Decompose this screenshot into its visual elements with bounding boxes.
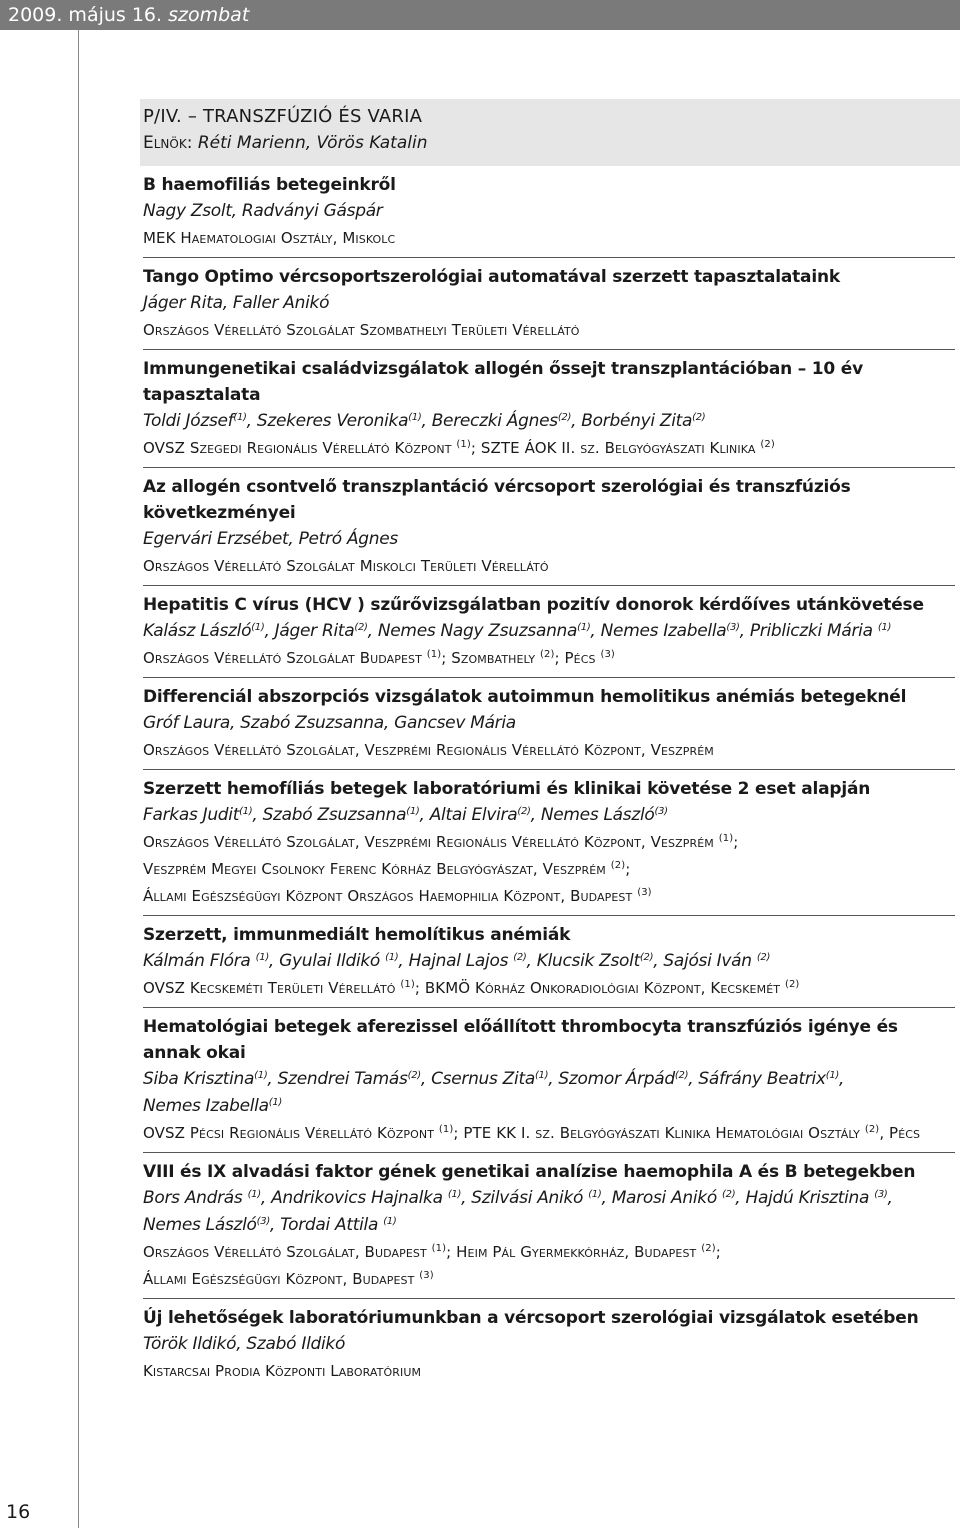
superscript-marker: (1) xyxy=(577,622,591,633)
abstract-affiliation: OVSZ Szegedi Regionális Vérellátó Központ $^{(1)}$; SZTE ÁOK II. sz. Belgyógyászati Klinika $^{(2)}$ xyxy=(143,439,775,457)
affiliation-text: Állami Egészségügyi Központ Országos Haemophilia Központ, Budapest xyxy=(143,887,638,905)
affiliation xyxy=(143,649,441,667)
author xyxy=(275,621,368,641)
abstract-authors: Török Ildikó, Szabó Ildikó xyxy=(143,1334,346,1354)
abstract-entry xyxy=(143,356,955,468)
affiliation xyxy=(456,1243,716,1261)
superscript-marker: (1) xyxy=(408,412,422,423)
author-text: Gyulai Ildikó xyxy=(279,951,386,971)
abstract-list xyxy=(143,172,955,1396)
affiliation xyxy=(143,860,625,878)
abstract-affiliation: Országos Vérellátó Szolgálat, Budapest $^{(1)}$; Heim Pál Gyermekkórház, Budapest $^{(2)}$; Állami Egészségügyi Központ, Budapest $^{(3)}$ xyxy=(143,1243,721,1288)
author xyxy=(601,621,740,641)
abstract-entry xyxy=(143,776,955,916)
affiliation-text: OVSZ Pécsi Regionális Vérellátó Központ xyxy=(143,1124,439,1142)
affiliation-text: SZTE ÁOK II. sz. Belgyógyászati Klinika xyxy=(480,439,761,457)
abstract-title: VIII és IX alvadási faktor gének genetikai analízise haemophila A és B betegekben xyxy=(143,1162,916,1182)
header-weekday: szombat xyxy=(168,4,250,26)
abstract-authors: Egervári Erzsébet, Petró Ágnes xyxy=(143,529,398,549)
author-text: Bereczki Ágnes xyxy=(431,411,558,431)
affiliation-text: BKMÖ Kórház Onkoradiológiai Központ, Kecskemét xyxy=(424,979,785,997)
author xyxy=(409,951,527,971)
superscript-marker: (1) xyxy=(233,412,247,423)
superscript-marker: (1) xyxy=(400,979,415,990)
author-text: Hajnal Lajos xyxy=(408,951,514,971)
superscript-marker: (1) xyxy=(254,1070,268,1081)
author-text: Farkas Judit xyxy=(143,805,240,825)
session-title: P/IV. – TRANSZFÚZIÓ ÉS VARIA xyxy=(143,106,423,127)
session-chairs xyxy=(143,130,960,157)
superscript-marker: (1) xyxy=(268,1097,282,1108)
abstract-title: Szerzett hemofíliás betegek laboratóriumi és klinikai követése 2 eset alapján xyxy=(143,779,871,799)
author-text: Szomor Árpád xyxy=(558,1069,675,1089)
author-text: Csernus Zita xyxy=(431,1069,535,1089)
author xyxy=(430,805,531,825)
chairs-names: Réti Marienn, Vörös Katalin xyxy=(197,133,428,153)
superscript-marker: (1) xyxy=(456,439,471,450)
author xyxy=(271,1188,461,1208)
author xyxy=(279,951,398,971)
superscript-marker: (2) xyxy=(864,1124,880,1135)
superscript-marker: (2) xyxy=(540,649,555,660)
affiliation-text: Heim Pál Gyermekkórház, Budapest xyxy=(456,1243,702,1261)
superscript-marker: (1) xyxy=(383,1216,397,1227)
abstract-title: Tango Optimo vércsoportszerológiai automatával szerzett tapasztalataink xyxy=(143,267,840,287)
author-text: Nemes Izabella xyxy=(143,1096,269,1116)
abstract-authors: Siba Krisztina$^{(1)}$, Szendrei Tamás$^{(2)}$, Csernus Zita$^{(1)}$, Szomor Árpád$^{(2)}$, Sáfrány Beatrix$^{(1)}$, Nemes Izabella$^{(1)}$ xyxy=(143,1069,845,1116)
author-text: Andrikovics Hajnalka xyxy=(271,1188,448,1208)
affiliation xyxy=(143,833,733,851)
superscript-marker: (3) xyxy=(654,806,668,817)
affiliation xyxy=(451,649,554,667)
author-text: Pribliczki Mária xyxy=(749,621,878,641)
author-text: Bors András xyxy=(143,1188,248,1208)
session-header xyxy=(140,99,960,166)
author-text: Kalász László xyxy=(143,621,252,641)
author-text: Tordai Attila xyxy=(280,1215,384,1235)
affiliation-text: Állami Egészségügyi Központ, Budapest xyxy=(143,1270,420,1288)
abstract-affiliation: Országos Vérellátó Szolgálat Szombathelyi Területi Vérellátó xyxy=(143,321,580,339)
author xyxy=(612,1188,736,1208)
abstract-title: B haemofiliás betegeinkről xyxy=(143,175,396,195)
abstract-entry xyxy=(143,1014,955,1153)
author-text: Nemes László xyxy=(540,805,655,825)
superscript-marker: (2) xyxy=(784,979,800,990)
author xyxy=(746,1188,888,1208)
superscript-marker: (3) xyxy=(637,887,652,898)
superscript-marker: (3) xyxy=(419,1270,434,1281)
affiliation xyxy=(143,1124,453,1142)
abstract-authors: Toldi József$^{(1)}$, Szekeres Veronika$^{(1)}$, Bereczki Ágnes$^{(2)}$, Borbényi Zita$^{(2)}$ xyxy=(143,411,706,431)
author-text: Sajósi Iván xyxy=(663,951,757,971)
abstract-entry xyxy=(143,264,955,350)
superscript-marker: (2) xyxy=(557,412,572,423)
affiliation-text: OVSZ Kecskeméti Területi Vérellátó xyxy=(143,979,401,997)
page-number: 16 xyxy=(6,1501,31,1523)
superscript-marker: (1) xyxy=(431,1243,447,1254)
author xyxy=(537,951,653,971)
superscript-marker: (1) xyxy=(255,952,269,963)
affiliation xyxy=(143,1243,446,1261)
date-header xyxy=(0,0,960,30)
abstract-authors: Jáger Rita, Faller Anikó xyxy=(143,293,330,313)
header-date: 2009. május 16. xyxy=(8,4,163,26)
affiliation xyxy=(143,1270,434,1288)
abstract-title: Szerzett, immunmediált hemolítikus anémiák xyxy=(143,925,571,945)
abstract-entry xyxy=(143,592,955,678)
superscript-marker: (1) xyxy=(877,622,892,633)
superscript-marker: (3) xyxy=(726,622,740,633)
abstract-entry xyxy=(143,684,955,770)
author xyxy=(143,621,264,641)
superscript-marker: (2) xyxy=(722,1189,736,1200)
superscript-marker: (2) xyxy=(701,1243,716,1254)
affiliation-text: Szombathely xyxy=(451,649,541,667)
author xyxy=(143,951,269,971)
affiliation-text: Országos Vérellátó Szolgálat, Veszprémi Regionális Vérellátó Központ, Veszprém xyxy=(143,833,719,851)
superscript-marker: (2) xyxy=(610,860,626,871)
abstract-entry xyxy=(143,474,955,586)
abstract-affiliation: Országos Vérellátó Szolgálat Miskolci Területi Vérellátó xyxy=(143,557,549,575)
abstract-authors: Kálmán Flóra $^{(1)}$, Gyulai Ildikó $^{(1)}$, Hajnal Lajos $^{(2)}$, Klucsik Zsolt$^{(2)}$, Sajósi Iván $^{(2)}$ xyxy=(143,951,771,971)
abstract-affiliation: Országos Vérellátó Szolgálat Budapest $^{(1)}$; Szombathely $^{(2)}$; Pécs $^{(3)}$ xyxy=(143,649,615,667)
author xyxy=(431,1069,548,1089)
author-text: Kálmán Flóra xyxy=(143,951,256,971)
author xyxy=(257,411,422,431)
superscript-marker: (3) xyxy=(874,1189,888,1200)
abstract-entry xyxy=(143,1305,955,1390)
author xyxy=(278,1069,421,1089)
superscript-marker: (1) xyxy=(438,1124,454,1135)
superscript-marker: (2) xyxy=(674,1070,689,1081)
chairs-label: Elnök: xyxy=(143,133,193,153)
author xyxy=(432,411,571,431)
superscript-marker: (1) xyxy=(825,1070,839,1081)
author-text: Marosi Anikó xyxy=(611,1188,723,1208)
author xyxy=(143,411,247,431)
author xyxy=(378,621,591,641)
author-text: Altai Elvira xyxy=(429,805,518,825)
affiliation xyxy=(481,439,775,457)
affiliation-text: Országos Vérellátó Szolgálat Budapest xyxy=(143,649,427,667)
author-text: Borbényi Zita xyxy=(581,411,693,431)
abstract-title: Immungenetikai családvizsgálatok allogén őssejt transzplantációban – 10 év tapasztalata xyxy=(143,359,863,405)
margin-rule xyxy=(78,30,79,1528)
author xyxy=(263,805,420,825)
author xyxy=(558,1069,688,1089)
abstract-affiliation: Országos Vérellátó Szolgálat, Veszprémi Regionális Vérellátó Központ, Veszprém $^{(1)}$; Veszprém Megyei Csolnoky Ferenc Kórház Belgyógyászat, Veszprém $^{(2)}$; Állami Egészségügyi Központ Országos Haemophilia Központ, Budapest $^{(3)}$ xyxy=(143,833,739,905)
abstract-authors: Bors András $^{(1)}$, Andrikovics Hajnalka $^{(1)}$, Szilvási Anikó $^{(1)}$, Marosi Anikó $^{(2)}$, Hajdú Krisztina $^{(3)}$, Nemes László$^{(3)}$, Tordai Attila $^{(1)}$ xyxy=(143,1188,893,1235)
superscript-marker: (1) xyxy=(718,833,734,844)
superscript-marker: (1) xyxy=(406,806,420,817)
superscript-marker: (1) xyxy=(239,806,253,817)
affiliation-text: Országos Vérellátó Szolgálat, Budapest xyxy=(143,1243,432,1261)
author-text: Szilvási Anikó xyxy=(471,1188,589,1208)
abstract-authors: Kalász László$^{(1)}$, Jáger Rita$^{(2)}$, Nemes Nagy Zsuzsanna$^{(1)}$, Nemes Izabella$^{(3)}$, Pribliczki Mária $^{(1)}$ xyxy=(143,621,892,641)
abstract-entry xyxy=(143,1159,955,1299)
affiliation xyxy=(425,979,800,997)
abstract-affiliation: MEK Haematologiai Osztály, Miskolc xyxy=(143,229,396,247)
affiliation-text: Pécs xyxy=(564,649,601,667)
abstract-entry xyxy=(143,922,955,1008)
author-text: Nemes Nagy Zsuzsanna xyxy=(377,621,578,641)
affiliation xyxy=(143,439,471,457)
superscript-marker: (1) xyxy=(588,1189,602,1200)
author xyxy=(698,1069,839,1089)
superscript-marker: (2) xyxy=(517,806,531,817)
author-text: Nemes László xyxy=(143,1215,257,1235)
author-text: Szekeres Veronika xyxy=(256,411,409,431)
author-text: Szendrei Tamás xyxy=(277,1069,408,1089)
author-text: Hajdú Krisztina xyxy=(745,1188,875,1208)
affiliation-text: PTE KK I. sz. Belgyógyászati Klinika Hematológiai Osztály xyxy=(463,1124,865,1142)
superscript-marker: (3) xyxy=(256,1216,270,1227)
superscript-marker: (1) xyxy=(251,622,265,633)
superscript-marker: (2) xyxy=(354,622,368,633)
author xyxy=(750,621,891,641)
abstract-title: Hepatitis C vírus (HCV ) szűrővizsgálatban pozitív donorok kérdőíves utánkövetése xyxy=(143,595,924,615)
author xyxy=(541,805,668,825)
author xyxy=(663,951,770,971)
superscript-marker: (1) xyxy=(447,1189,462,1200)
abstract-title: Hematológiai betegek aferezissel előállított thrombocyta transzfúziós igénye és annak okai xyxy=(143,1017,898,1063)
superscript-marker: (2) xyxy=(407,1070,421,1081)
author-text: Toldi József xyxy=(143,411,234,431)
abstract-title: Differenciál abszorpciós vizsgálatok autoimmun hemolitikus anémiás betegeknél xyxy=(143,687,907,707)
superscript-marker: (1) xyxy=(385,952,399,963)
author-text: Nemes Izabella xyxy=(600,621,727,641)
affiliation xyxy=(143,887,652,905)
author xyxy=(143,1215,270,1235)
abstract-affiliation: OVSZ Pécsi Regionális Vérellátó Központ $^{(1)}$; PTE KK I. sz. Belgyógyászati Klinika Hematológiai Osztály $^{(2)}$, Pécs xyxy=(143,1124,921,1142)
affiliation xyxy=(463,1124,879,1142)
author xyxy=(143,1096,282,1116)
author-text: Szabó Zsuzsanna xyxy=(262,805,407,825)
abstract-affiliation: Kistarcsai Prodia Központi Laboratórium xyxy=(143,1362,422,1380)
superscript-marker: (2) xyxy=(639,952,654,963)
author xyxy=(143,1188,261,1208)
affiliation xyxy=(565,649,615,667)
abstract-title: Az allogén csontvelő transzplantáció vércsoport szerológiai és transzfúziós következményei xyxy=(143,477,851,523)
superscript-marker: (2) xyxy=(692,412,706,423)
abstract-authors: Nagy Zsolt, Radványi Gáspár xyxy=(143,201,383,221)
author xyxy=(280,1215,396,1235)
superscript-marker: (1) xyxy=(426,649,442,660)
author xyxy=(581,411,705,431)
abstract-authors: Gróf Laura, Szabó Zsuzsanna, Gancsev Mária xyxy=(143,713,516,733)
author-text: Siba Krisztina xyxy=(143,1069,255,1089)
superscript-marker: (2) xyxy=(513,952,527,963)
abstract-affiliation: Országos Vérellátó Szolgálat, Veszprémi Regionális Vérellátó Központ, Veszprém xyxy=(143,741,714,759)
author xyxy=(143,805,252,825)
superscript-marker: (1) xyxy=(534,1070,549,1081)
affiliation-text: Veszprém Megyei Csolnoky Ferenc Kórház Belgyógyászat, Veszprém xyxy=(143,860,611,878)
author-text: Jáger Rita xyxy=(274,621,355,641)
author xyxy=(143,1069,267,1089)
superscript-marker: (2) xyxy=(760,439,775,450)
author xyxy=(471,1188,601,1208)
abstract-authors: Farkas Judit$^{(1)}$, Szabó Zsuzsanna$^{(1)}$, Altai Elvira$^{(2)}$, Nemes László$^{(3)}$ xyxy=(143,805,668,825)
affiliation-text: OVSZ Szegedi Regionális Vérellátó Központ xyxy=(143,439,457,457)
abstract-entry xyxy=(143,172,955,258)
affiliation xyxy=(143,979,415,997)
author-text: Sáfrány Beatrix xyxy=(698,1069,826,1089)
superscript-marker: (3) xyxy=(600,649,615,660)
abstract-title: Új lehetőségek laboratóriumunkban a vércsoport szerológiai vizsgálatok esetében xyxy=(143,1308,919,1328)
superscript-marker: (2) xyxy=(756,952,771,963)
author-text: Klucsik Zsolt xyxy=(536,951,640,971)
superscript-marker: (1) xyxy=(247,1189,261,1200)
abstract-affiliation: OVSZ Kecskeméti Területi Vérellátó $^{(1)}$; BKMÖ Kórház Onkoradiológiai Központ, Kecskemét $^{(2)}$ xyxy=(143,979,800,997)
